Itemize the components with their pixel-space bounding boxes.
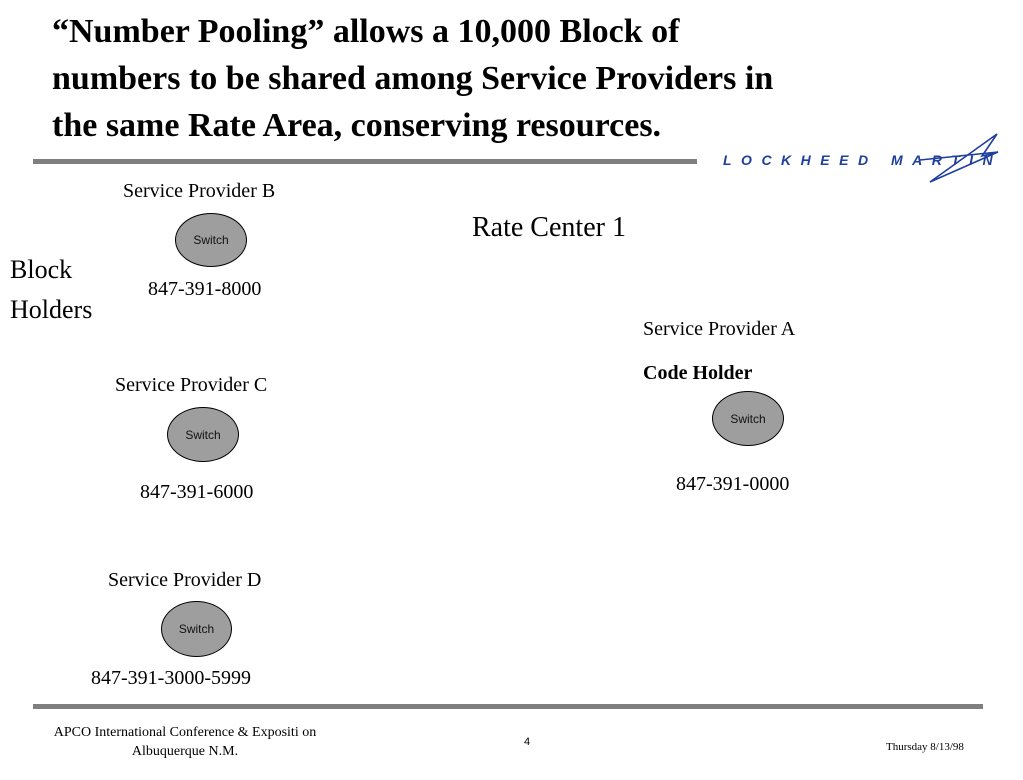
bottom-divider [33,704,983,709]
title-line-3: the same Rate Area, conserving resources. [52,107,662,144]
provider-a-name: Service Provider A [643,318,796,340]
provider-b-switch: Switch [175,213,247,267]
block-holders-line-2: Holders [10,295,93,324]
title-line-1: “Number Pooling” allows a 10,000 Block of [52,13,680,50]
provider-d-name: Service Provider D [108,569,262,591]
star-icon [720,130,1010,190]
provider-c-number: 847-391-6000 [140,481,254,503]
provider-c-name: Service Provider C [115,374,268,396]
footer-date: Thursday 8/13/98 [886,741,964,753]
footer-conference [30,723,340,761]
provider-a-role: Code Holder [643,362,753,384]
rate-center-label: Rate Center 1 [472,212,626,243]
footer-conference-line-1: APCO International Conference & Expositi on [53,725,317,740]
logo-text: LOCKHEED MARTIN [723,152,1003,168]
provider-b-number: 847-391-8000 [148,278,262,300]
page-number: 4 [524,736,531,748]
provider-b-name: Service Provider B [123,180,276,202]
title-line-2: numbers to be shared among Service Providers in [52,60,774,97]
provider-c-switch: Switch [167,407,239,462]
provider-a-number: 847-391-0000 [676,473,790,495]
footer-conference-line-2: Albuquerque N.M. [131,744,239,759]
block-holders-line-1: Block [10,255,73,284]
provider-d-switch: Switch [161,601,232,657]
top-divider [33,159,697,164]
provider-d-number: 847-391-3000-5999 [91,667,251,689]
slide-title [52,8,872,149]
provider-a-switch: Switch [712,391,784,446]
lockheed-martin-logo [720,130,1010,190]
block-holders-label [10,250,92,330]
